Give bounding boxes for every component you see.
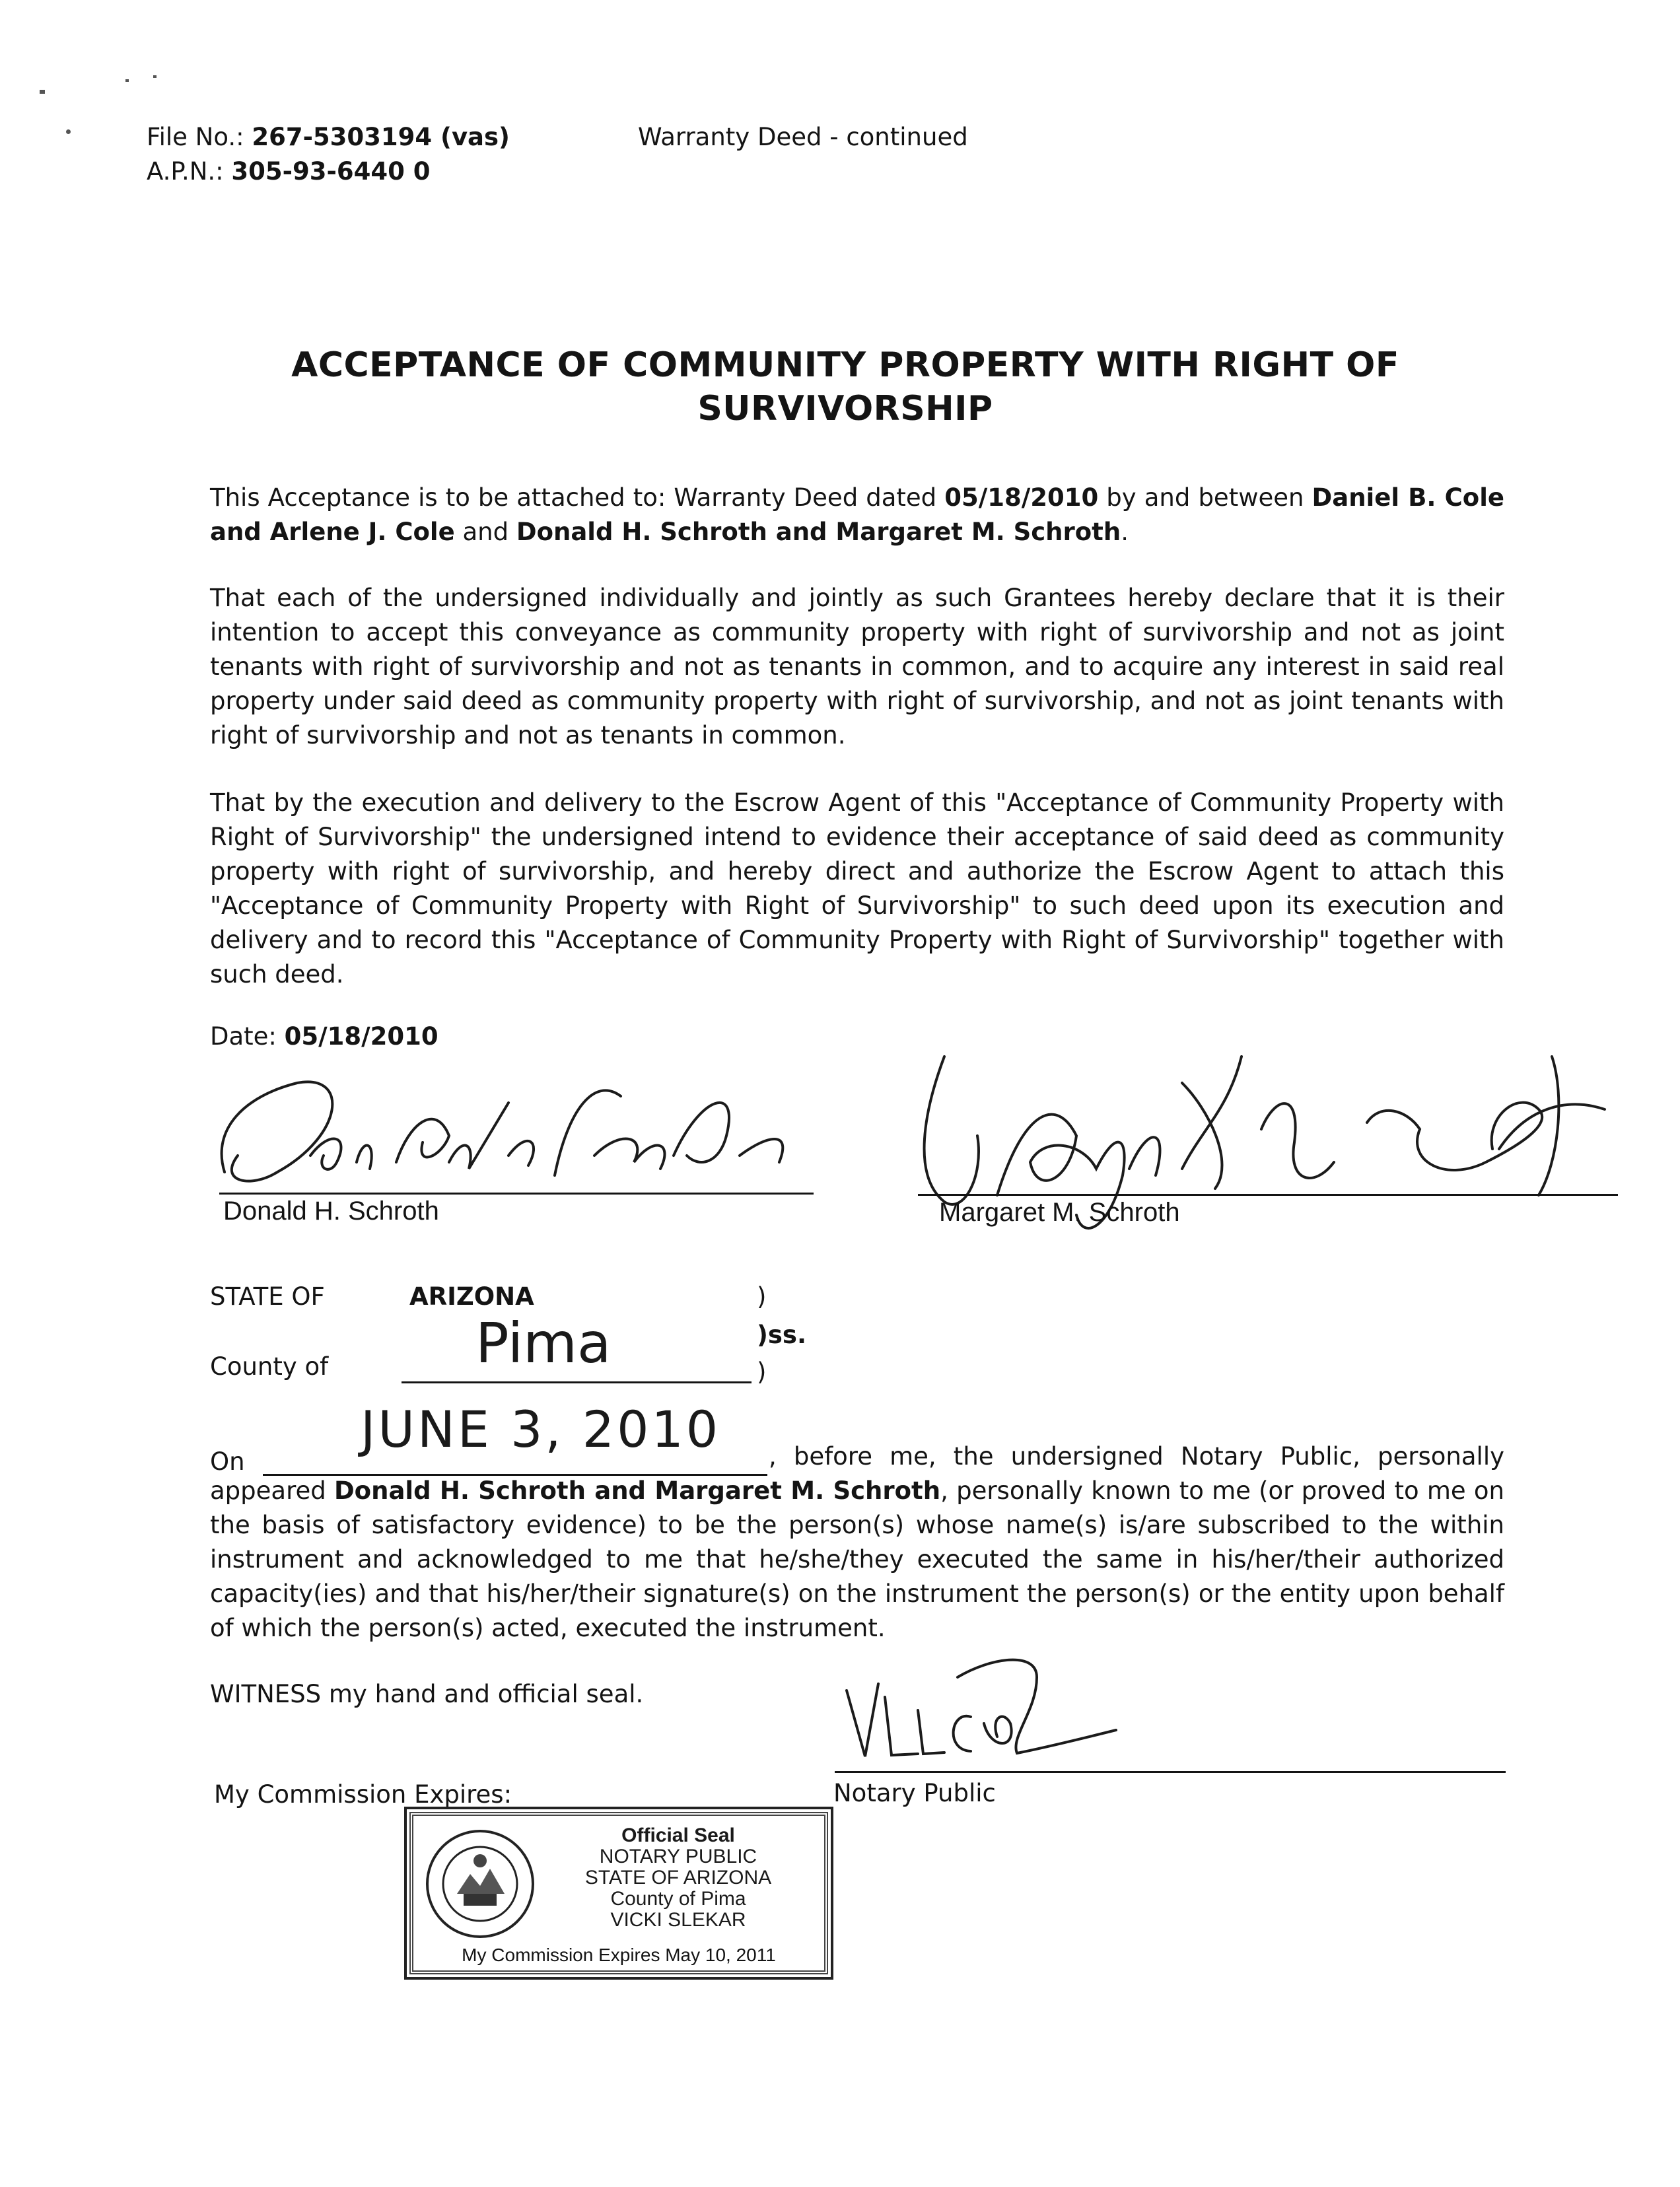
venue-ss: )ss. (757, 1321, 807, 1349)
appeared-names: Donald H. Schroth and Margaret M. Schroth (333, 1476, 941, 1505)
grantor-names: Daniel B. Cole and Arlene J. Cole (210, 483, 1504, 546)
scan-speck (40, 90, 45, 94)
stamp-notary-name: VICKI SLEKAR (610, 1909, 746, 1931)
file-number-value: 267-5303194 (vas) (252, 123, 510, 151)
notary-signature-line (835, 1771, 1506, 1773)
acknowledgment-text: , before me, the undersigned Notary Public, personally appeared (210, 1442, 1504, 1505)
signing-date (210, 1020, 438, 1054)
venue-paren: ) (757, 1282, 767, 1311)
deed-date: 05/18/2010 (944, 483, 1099, 512)
notary-signature (839, 1638, 1136, 1770)
acknowledgment-text: , personally known to me (or proved to me on the basis of satisfactory evidence) to be the person(s) whose name(s) is/are subscribed to the within instrument and acknowledged to me that he/she/they executed the same in his/her/their authorized capacity(ies) and that his/her/their signature(s) on the instrument the person(s) or the entity upon behalf of which the person(s) acted, executed the instrument. (210, 1476, 1504, 1642)
document-title (198, 343, 1492, 431)
intro-text: and (454, 518, 516, 546)
apn-number (147, 155, 430, 189)
file-number (147, 120, 510, 155)
stamp-county: County of Pima (610, 1888, 746, 1910)
declaration-paragraph: That each of the undersigned individually and jointly as such Grantees hereby declare that it is their intention to accept this conveyance as community property with right of survivorship and not as joint tenants with right of survivorship and not as tenants in common, and to acquire any interest in said real property under said deed as community property with right of survivorship, and not as joint tenants with right of survivorship and not as tenants in common. (210, 584, 1504, 749)
apn-value: 305-93-6440 0 (231, 157, 431, 186)
county-handwritten: Pima (475, 1311, 612, 1375)
title-line-1: ACCEPTANCE OF COMMUNITY PROPERTY WITH RIGHT OF (291, 345, 1399, 385)
notary-acknowledgment (210, 1440, 1504, 1646)
state-value: ARIZONA (409, 1282, 534, 1311)
signature-donald-schroth (198, 1057, 825, 1202)
apn-label: A.P.N.: (147, 157, 224, 186)
notary-stamp (404, 1807, 833, 1980)
witness-statement: WITNESS my hand and official seal. (210, 1680, 644, 1708)
scan-speck (153, 75, 157, 78)
notary-date-handwritten: JUNE 3, 2010 (361, 1400, 721, 1459)
signing-date-value: 05/18/2010 (284, 1022, 438, 1051)
continued-note: Warranty Deed - continued (638, 123, 968, 151)
title-line-2: SURVIVORSHIP (697, 389, 993, 429)
grantee-names: Donald H. Schroth and Margaret M. Schroth (516, 518, 1121, 546)
signature-margaret-schroth (905, 1030, 1625, 1268)
arizona-state-seal (424, 1828, 536, 1940)
file-number-label: File No.: (147, 123, 244, 151)
commission-expires-label: My Commission Expires: (214, 1780, 512, 1809)
signer-2-name: Margaret M. Schroth (939, 1198, 1180, 1227)
signer-1-name: Donald H. Schroth (223, 1197, 439, 1226)
stamp-state: STATE OF ARIZONA (584, 1867, 772, 1889)
state-label: STATE OF (210, 1282, 325, 1311)
intro-text: by and between (1098, 483, 1312, 512)
intro-paragraph (210, 481, 1504, 549)
scan-speck (66, 129, 71, 134)
escrow-paragraph: That by the execution and delivery to the Escrow Agent of this "Acceptance of Community Property with Right of Survivorship" the undersigned intend to evidence their acceptance of said deed as community property with right of survivorship, and hereby direct and authorize the Escrow Agent to attach this "Acceptance of Community Property with Right of Survivorship" to such deed upon its execution and delivery and to record this "Acceptance of Community Property with Right of Survivorship" together with such deed. (210, 788, 1504, 989)
county-label: County of (210, 1352, 329, 1381)
on-label: On (210, 1447, 245, 1476)
stamp-official-seal: Official Seal (621, 1824, 735, 1846)
county-line (402, 1381, 752, 1383)
venue-paren-2: ) (757, 1358, 767, 1386)
scan-speck (125, 79, 129, 82)
stamp-commission-expiry: My Commission Expires May 10, 2011 (462, 1945, 776, 1965)
intro-text: . (1121, 518, 1129, 546)
stamp-notary-public: NOTARY PUBLIC (599, 1846, 757, 1867)
stamp-text-block (539, 1825, 818, 1931)
intro-text: This Acceptance is to be attached to: Warranty Deed dated (210, 483, 945, 512)
signing-date-label: Date: (210, 1022, 277, 1051)
notary-public-label: Notary Public (833, 1779, 996, 1807)
